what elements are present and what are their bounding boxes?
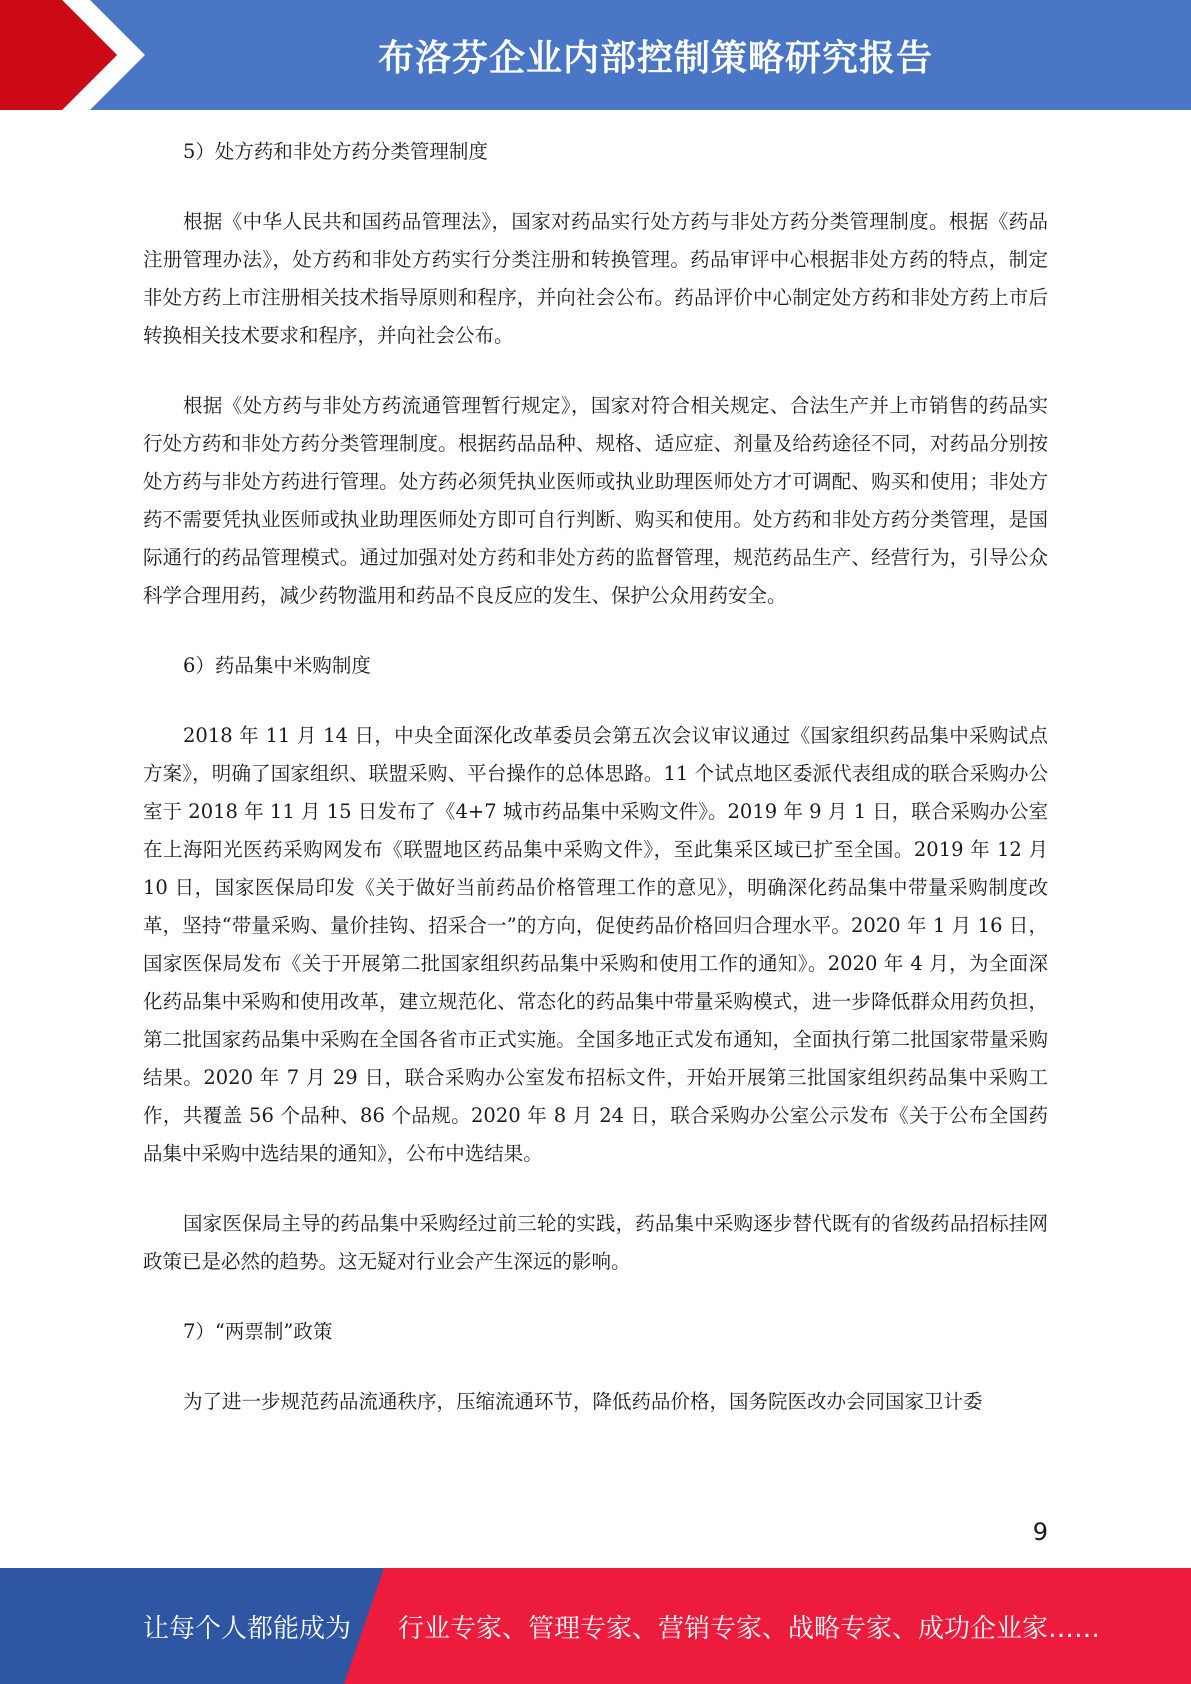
section-7-paragraph-1: 为了进一步规范药品流通秩序，压缩流通环节，降低药品价格，国务院医改办会同国家卫计委 [183, 1390, 983, 1413]
section-6-paragraph-2: 国家医保局主导的药品集中采购经过前三轮的实践，药品集中采购逐步替代既有的省级药品招标挂网政策已是必然的趋势。这无疑对行业会产生深远的影响。 [143, 1212, 1048, 1273]
footer-slogan-right: 行业专家、管理专家、营销专家、战略专家、成功企业家…… [398, 1613, 1101, 1644]
footer-banner [0, 1568, 1191, 1684]
header-banner [0, 0, 1191, 110]
section-5-paragraph-2: 根据《处方药与非处方药流通管理暂行规定》，国家对符合相关规定、合法生产并上市销售的药品实行处方药和非处方药分类管理制度。根据药品品种、规格、适应症、剂量及给药途径不同，对药品分别按处方药与非处方药进行管理。处方药必须凭执业医师或执业助理医师处方才可调配、购买和使用；非处方药不需要凭执业医师或执业助理医师处方即可自行判断、购买和使用。处方药和非处方药分类管理，是国际通行的药品管理模式。通过加强对处方药和非处方药的监督管理，规范药品生产、经营行为，引导公众科学合理用药，减少药物滥用和药品不良反应的发生、保护公众用药安全。 [143, 394, 1048, 607]
section-5-heading: 5）处方药和非处方药分类管理制度 [183, 140, 488, 163]
footer-slogan-left: 让每个人都能成为 [143, 1613, 352, 1644]
section-6-paragraph-1: 2018 年 11 月 14 日，中央全面深化改革委员会第五次会议审议通过《国家组织药品集中采购试点方案》，明确了国家组织、联盟采购、平台操作的总体思路。11 个试点地区委派代表组成的联合采购办公室于 2018 年 11 月 15 日发布了《4+7 城市药品集中采购文件》。2019 年 9 月 1 日，联合采购办公室在上海阳光医药采购网发布《联盟地区药品集中采购文件》，至此集采区域已扩至全国。2019 年 12 月 10 日，国家医保局印发《关于做好当前药品价格管理工作的意见》，明确深化药品集中带量采购制度改革，坚持“带量采购、量价挂钩、招采合一”的方向，促使药品价格回归合理水平。2020 年 1 月 16 日，国家医保局发布《关于开展第二批国家组织药品集中采购和使用工作的通知》。2020 年 4 月，为全面深化药品集中采购和使用改革，建立规范化、常态化的药品集中带量采购模式，进一步降低群众用药负担，第二批国家药品集中采购在全国各省市正式实施。全国多地正式发布通知，全面执行第二批国家带量采购结果。2020 年 7 月 29 日，联合采购办公室发布招标文件，开始开展第三批国家组织药品集中采购工作，共覆盖 56 个品种、86 个品规。2020 年 8 月 24 日，联合采购办公室公示发布《关于公布全国药品集中采购中选结果的通知》，公布中选结果。 [143, 724, 1048, 1165]
section-7-heading: 7）“两票制”政策 [183, 1320, 333, 1343]
document-body [143, 133, 1048, 1453]
section-5-paragraph-1: 根据《中华人民共和国药品管理法》，国家对药品实行处方药与非处方药分类管理制度。根据《药品注册管理办法》，处方药和非处方药实行分类注册和转换管理。药品审评中心根据非处方药的特点，制定非处方药上市注册相关技术指导原则和程序，并向社会公布。药品评价中心制定处方药和非处方药上市后转换相关技术要求和程序，并向社会公布。 [143, 210, 1048, 347]
page-title: 布洛芬企业内部控制策略研究报告 [377, 37, 933, 79]
page-number: 9 [1032, 1518, 1048, 1546]
section-6-heading: 6）药品集中米购制度 [183, 654, 371, 677]
